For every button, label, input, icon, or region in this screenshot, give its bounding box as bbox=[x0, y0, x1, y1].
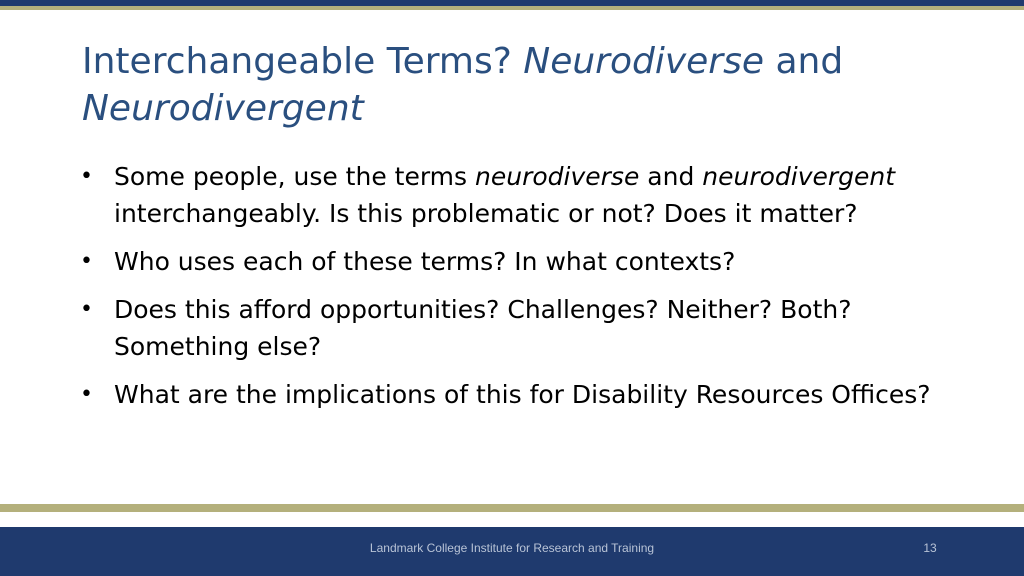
bullet-text: interchangeably. Is this problematic or not? Does it matter? bbox=[114, 199, 858, 228]
title-italic-neurodiverse: Neurodiverse bbox=[523, 41, 764, 82]
footer-institution: Landmark College Institute for Research and Training bbox=[369, 541, 655, 555]
bullet-marker: • bbox=[80, 164, 93, 189]
bullet-item bbox=[80, 376, 960, 413]
slide-title bbox=[82, 38, 982, 132]
bullet-italic-term: neurodiverse bbox=[475, 162, 640, 191]
bullet-item bbox=[80, 291, 960, 365]
bullet-item bbox=[80, 158, 960, 232]
title-text-and: and bbox=[764, 41, 844, 82]
bullet-marker: • bbox=[80, 297, 93, 322]
bullet-marker: • bbox=[80, 249, 93, 274]
bullet-list bbox=[80, 158, 960, 424]
title-italic-neurodivergent: Neurodivergent bbox=[82, 88, 364, 129]
bullet-item bbox=[80, 243, 960, 280]
top-gold-stripe bbox=[0, 6, 1024, 10]
title-text-1: Interchangeable Terms? bbox=[82, 41, 524, 82]
bottom-gold-stripe bbox=[0, 504, 1024, 512]
bullet-text: and bbox=[639, 162, 703, 191]
page-number: 13 bbox=[923, 541, 937, 555]
bullet-italic-term: neurodivergent bbox=[702, 162, 896, 191]
bullet-text: Who uses each of these terms? In what contexts? bbox=[114, 247, 736, 276]
bullet-text: Some people, use the terms bbox=[114, 162, 475, 191]
bullet-text: What are the implications of this for Disability Resources Offices? bbox=[114, 380, 931, 409]
bullet-text: Does this afford opportunities? Challenges? Neither? Both? Something else? bbox=[114, 295, 852, 361]
bullet-marker: • bbox=[80, 382, 93, 407]
